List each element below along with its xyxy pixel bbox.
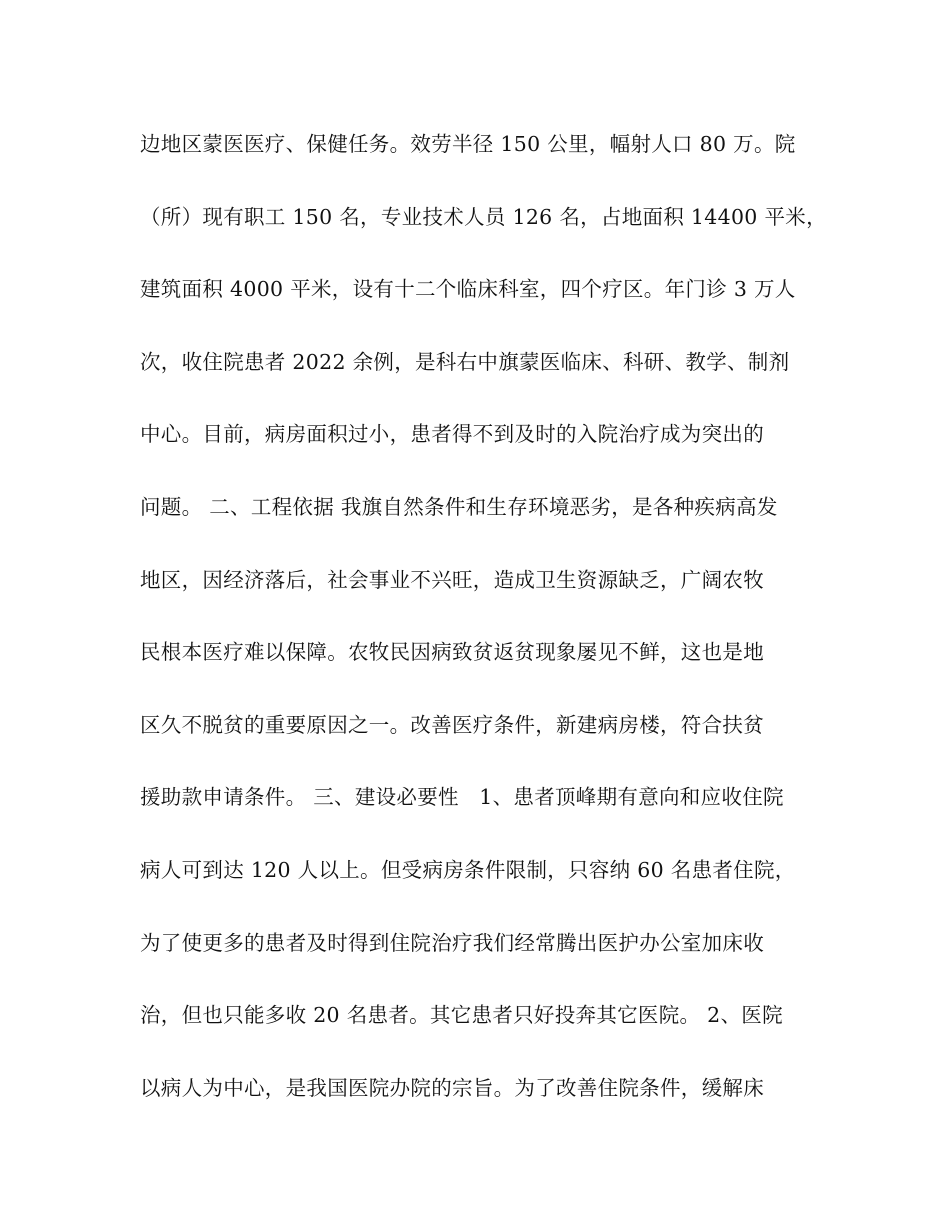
text-line: 援助款申请条件。 三、建设必要性 1、患者顶峰期有意向和应收住院 — [140, 785, 784, 810]
text-line: 地区，因经济落后，社会事业不兴旺，造成卫生资源缺乏，广阔农牧 — [140, 567, 764, 592]
body-text — [140, 118, 827, 1134]
text-line: 为了使更多的患者及时得到住院治疗我们经常腾出医护办公室加床收 — [140, 930, 764, 955]
text-line: 民根本医疗难以保障。农牧民因病致贫返贫现象屡见不鲜，这也是地 — [140, 640, 764, 665]
text-line: （所）现有职工 150 名，专业技术人员 126 名，占地面积 14400 平米， — [140, 204, 827, 229]
text-line: 次，收住院患者 2022 余例，是科右中旗蒙医临床、科研、教学、制剂 — [140, 349, 790, 374]
text-line: 问题。 二、工程依据 我旗自然条件和生存环境恶劣，是各种疾病高发 — [140, 494, 778, 519]
text-line: 建筑面积 4000 平米，设有十二个临床科室，四个疗区。年门诊 3 万人 — [140, 277, 796, 302]
text-line: 治，但也只能多收 20 名患者。其它患者只好投奔其它医院。 2、医院 — [140, 1003, 783, 1028]
text-line: 中心。目前，病房面积过小，患者得不到及时的入院治疗成为突出的 — [140, 422, 764, 447]
text-line: 以病人为中心，是我国医院办院的宗旨。为了改善住院条件，缓解床 — [140, 1075, 764, 1100]
text-line: 病人可到达 120 人以上。但受病房条件限制，只容纳 60 名患者住院， — [140, 857, 796, 882]
text-line: 边地区蒙医医疗、保健任务。效劳半径 150 公里，幅射人口 80 万。院 — [140, 132, 796, 156]
text-line: 区久不脱贫的重要原因之一。改善医疗条件，新建病房楼，符合扶贫 — [140, 712, 764, 737]
